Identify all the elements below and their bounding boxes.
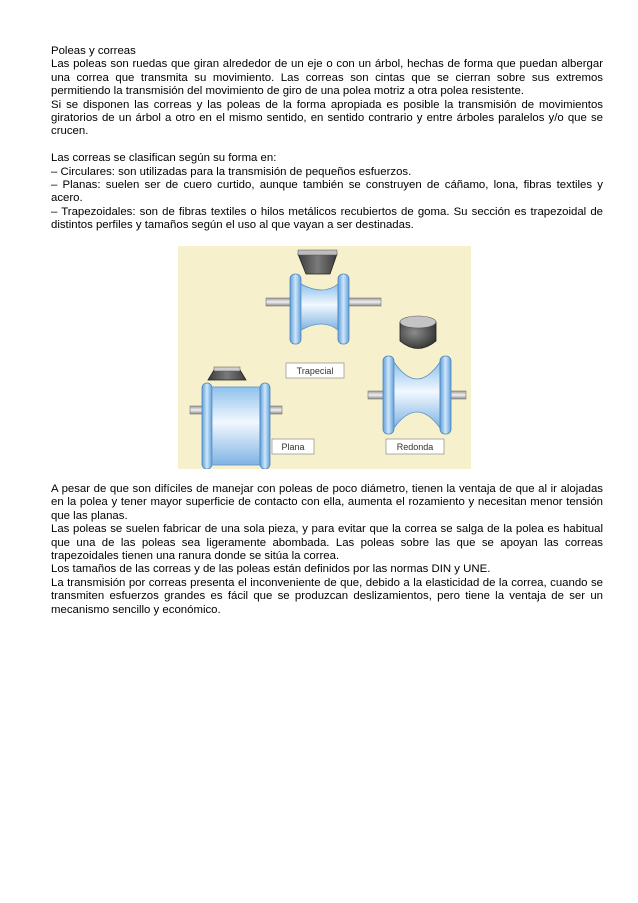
paragraph-transmission-drawbacks: La transmisión por correas presenta el inconveniente de que, debido a la elasticidad de la correa, cuando se transmiten esfuerzos grandes es fácil que se produzcan deslizamientos, pero tiene la ventaja de ser un mecanismo sencillo y económico. <box>51 576 603 616</box>
document-title: Poleas y correas <box>51 45 136 57</box>
plana-flange-left <box>202 383 212 469</box>
plana-pulley-drawing <box>190 367 314 469</box>
list-item-trapezoidales: – Trapezoidales: son de fibras textiles o hilos metálicos recubiertos de goma. Su sección es trapezoidal de distintos perfiles y tamaños según el uso al que vayan a ser destinadas. <box>51 205 603 232</box>
redonda-round-groove-hub <box>394 362 440 428</box>
trapecial-flange-right <box>338 274 349 344</box>
plana-flat-drum <box>212 387 260 465</box>
top-text-block <box>51 45 603 233</box>
paragraph-poleas-definition: Las poleas son ruedas que giran alrededor de un eje o con un árbol, hechas de forma que puedan albergar una correa que transmita su movimiento. Las correas son cintas que se cierran sobre sus extremos permitiendo la transmisión del movimiento de giro de una polea motriz a otra polea resistente. <box>51 58 603 98</box>
trapecial-pulley-drawing <box>266 250 381 378</box>
list-item-planas: – Planas: suelen ser de cuero curtido, aunque también se construyen de cáñamo, lona, fibras textiles y acero. <box>51 179 603 205</box>
paragraph-classification-intro: Las correas se clasifican según su forma en: <box>51 152 277 165</box>
trapecial-flange-left <box>290 274 301 344</box>
trapecial-label: Trapecial <box>296 366 334 376</box>
paragraph-trapezoidal-advantages: A pesar de que son difíciles de manejar con poleas de poco diámetro, tienen la ventaja de que al ir alojadas en la polea y tener mayor superficie de contacto con ella, aumenta el rozamiento y necesitan menor tensión que las planas. <box>51 483 603 522</box>
paragraph-pulley-fabrication: Las poleas se suelen fabricar de una sola pieza, y para evitar que la correa se salga de la polea es habitual que una de las poleas sea ligeramente abombada. Las poleas sobre las que se apoyan las correas trapezoidales tienen una ranura donde se sitúa la correa. <box>51 523 603 563</box>
redonda-flange-left <box>383 356 394 434</box>
trapecial-belt-top <box>298 250 337 255</box>
plana-flange-right <box>260 383 270 469</box>
trapecial-belt-section <box>298 254 337 274</box>
plana-belt-section <box>208 370 246 380</box>
redonda-flange-right <box>440 356 451 434</box>
plana-belt-top <box>214 367 240 371</box>
redonda-pulley-drawing <box>368 316 466 454</box>
list-item-circulares: – Circulares: son utilizadas para la transmisión de pequeños esfuerzos. <box>51 165 412 178</box>
redonda-belt-top <box>400 316 436 328</box>
paragraph-norms: Los tamaños de las correas y de las poleas están definidos por las normas DIN y UNE. <box>51 563 491 576</box>
plana-label: Plana <box>281 442 305 452</box>
trapecial-grooved-hub <box>301 284 338 330</box>
pulley-belt-types-figure <box>178 246 471 469</box>
redonda-label: Redonda <box>396 442 434 452</box>
paragraph-transmission-directions: Si se disponen las correas y las poleas de la forma apropiada es posible la transmisión de movimientos giratorios de un árbol a otro en el mismo sentido, en sentido contrario y entre árboles paralelos y/o que se crucen. <box>51 98 603 138</box>
bottom-text-block <box>51 483 603 617</box>
